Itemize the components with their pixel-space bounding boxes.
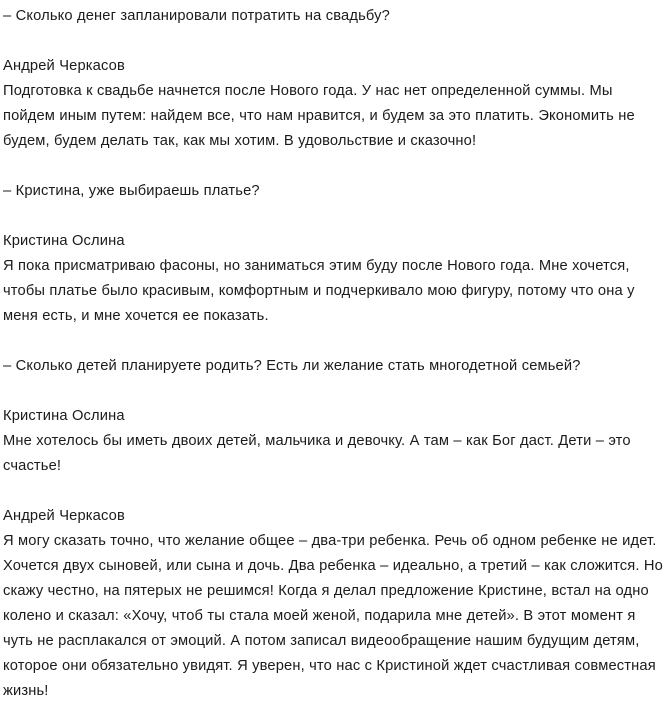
- interview-question: – Сколько денег запланировали потратить на свадьбу?: [3, 8, 390, 24]
- answer-text: Я пока присматриваю фасоны, но заниматься этим буду после Нового года. Мне хочется, чтобы платье было красивым, комфортным и подчеркивало мою фигуру, потому что она у меня есть, и мне хочется ее показать.: [3, 258, 635, 324]
- answer-text: Мне хотелось бы иметь двоих детей, мальчика и девочку. А там – как Бог даст. Дети – это счастье!: [3, 433, 631, 474]
- speaker-name: Андрей Черкасов: [3, 508, 125, 524]
- speaker-name: Кристина Ослина: [3, 233, 125, 249]
- answer-text: Подготовка к свадьбе начнется после Нового года. У нас нет определенной суммы. Мы пойдем иным путем: найдем все, что нам нравится, и будем за это платить. Экономить не будем, будем делать так, как мы хотим. В удовольствие и сказочно!: [3, 83, 635, 149]
- speaker-name: Кристина Ослина: [3, 408, 125, 424]
- answer-block: [3, 404, 666, 479]
- answer-block: [3, 54, 666, 154]
- interview-question: – Сколько детей планируете родить? Есть ли желание стать многодетной семьей?: [3, 358, 581, 374]
- question-block: [3, 179, 666, 204]
- speaker-name: Андрей Черкасов: [3, 58, 125, 74]
- answer-block: [3, 504, 666, 704]
- question-block: [3, 354, 666, 379]
- interview-question: – Кристина, уже выбираешь платье?: [3, 183, 260, 199]
- answer-text: Я могу сказать точно, что желание общее – два-три ребенка. Речь об одном ребенке не идет. Хочется двух сыновей, или сына и дочь. Два ребенка – идеально, а третий – как сложится. Но скажу честно, на пятерых не решимся! Когда я делал предложение Кристине, встал на одно колено и сказал: «Хочу, чтоб ты стала моей женой, подарила мне детей». В этот момент я чуть не расплакался от эмоций. А потом записал видеообращение нашим будущим детям, которое они обязательно увидят. Я уверен, что нас с Кристиной ждет счастливая совместная жизнь!: [3, 533, 663, 699]
- question-block: [3, 4, 666, 29]
- answer-block: [3, 229, 666, 329]
